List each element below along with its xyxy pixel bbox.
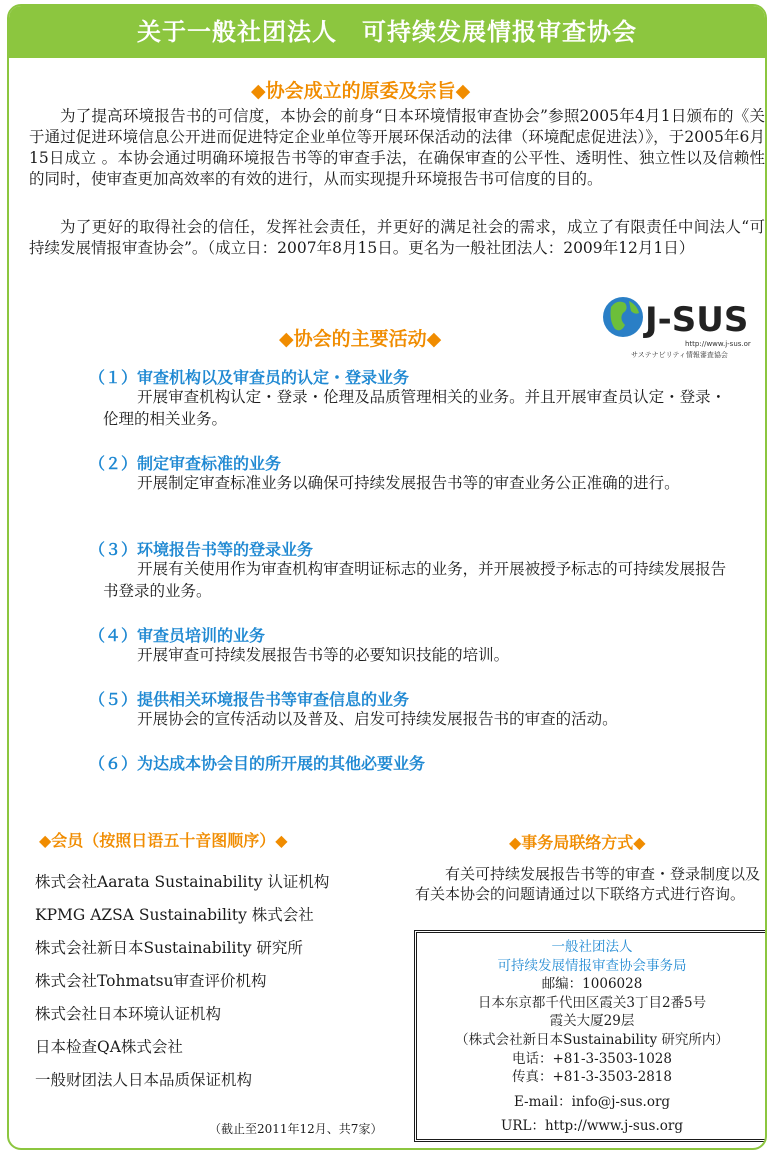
member-item: 株式会社新日本Sustainability 研究所 [35, 939, 303, 957]
contact-org-name: 可持续发展情报审查协会事务局 [497, 957, 687, 974]
activity-2-title: （２）制定审查标准的业务 [89, 454, 282, 473]
contact-heading: ◆事务局联络方式◆ [509, 833, 646, 852]
member-item: 一般财团法人日本品质保证机构 [35, 1071, 253, 1089]
globe-icon [601, 289, 751, 359]
logo-text: J-SUS [645, 300, 749, 340]
logo-subtitle: サステナビリティ情報審査協会 [631, 351, 728, 359]
members-heading: ◆会员（按照日语五十音图顺序）◆ [39, 831, 288, 850]
contact-address-3: （株式会社新日本Sustainability 研究所内） [455, 1031, 729, 1048]
members-note: （截止至2011年12月、共7家） [209, 1122, 383, 1136]
purpose-paragraph-1: 为了提高环境报告书的可信度，本协会的前身“日本环境情报审查协会”参照2005年4月1日颁布的《关于通过促进环境信息公开进而促进特定企业单位等开展环保活动的法律（环境配虑促进法）》，于2005年6月15日成立 。本协会通过明确环境报告书等的审查手法，在确保审查的公平性、透明性、独立性以及信赖性的同时，使审查更加高效率的有效的进行，从而实现提升环境报告书可信度的目的。 [29, 107, 765, 188]
contact-tel: 电话：+81-3-3503-1028 [512, 1050, 672, 1067]
j-sus-logo [601, 289, 751, 359]
activity-4-title: （４）审查员培训的业务 [89, 626, 266, 645]
activity-1-desc: 开展审查机构认定・登录・伦理及品质管理相关的业务。并且开展审查员认定・登录・伦理的相关业务。 [103, 388, 727, 428]
member-item: KPMG AZSA Sustainability 株式会社 [35, 906, 314, 924]
activity-3-desc: 开展有关使用作为审查机构审查明证标志的业务，并开展被授予标志的可持续发展报告书登录的业务。 [103, 560, 727, 600]
member-item: 株式会社日本环境认证机构 [35, 1005, 222, 1023]
contact-box [414, 930, 767, 1142]
page-frame [7, 4, 767, 1150]
activities-heading: ◆协会的主要活动◆ [279, 328, 442, 350]
activity-1-title: （１）审查机构以及审查员的认定・登录业务 [89, 368, 410, 387]
activity-6-title: （６）为达成本协会目的所开展的其他必要业务 [89, 754, 426, 773]
member-item: 株式会社Aarata Sustainability 认证机构 [35, 873, 330, 891]
contact-email[interactable]: E-mail：info@j-sus.org [513, 1093, 671, 1110]
contact-fax: 传真：+81-3-3503-2818 [512, 1069, 672, 1086]
logo-url: http://www.j-sus.org [685, 340, 751, 348]
member-item: 日本检查QA株式会社 [35, 1038, 183, 1056]
activity-3-title: （３）环境报告书等的登录业务 [89, 540, 314, 559]
activity-4-desc: 开展审查可持续发展报告书等的必要知识技能的培训。 [137, 646, 510, 664]
contact-address-1: 日本东京都千代田区霞关3丁目2番5号 [477, 994, 707, 1011]
page-title: 关于一般社团法人 可持续发展情报审查协会 [9, 6, 765, 58]
contact-org-type: 一般社团法人 [551, 939, 633, 955]
member-item: 株式会社Tohmatsu审查评价机构 [35, 972, 267, 990]
activity-5-title: （５）提供相关环境报告书等审查信息的业务 [89, 690, 410, 709]
purpose-paragraph-2: 为了更好的取得社会的信任，发挥社会责任，并更好的满足社会的需求，成立了有限责任中间法人“可持续发展情报审查协会”。（成立日：2007年8月15日。更名为一般社团法人：2009年12月1日） [29, 218, 765, 257]
purpose-heading: ◆协会成立的原委及宗旨◆ [251, 80, 471, 102]
contact-intro: 有关可持续发展报告书等的审查・登录制度以及有关本协会的问题请通过以下联络方式进行咨询。 [415, 865, 761, 903]
contact-address-2: 霞关大厦29层 [549, 1013, 635, 1030]
contact-postal: 邮编：1006028 [541, 976, 643, 993]
activity-2-desc: 开展制定审查标准业务以确保可持续发展报告书等的审查业务公正准确的进行。 [137, 474, 680, 492]
contact-url[interactable]: URL：http://www.j-sus.org [500, 1118, 683, 1135]
activity-5-desc: 开展协会的宣传活动以及普及、启发可持续发展报告书的审查的活动。 [137, 710, 618, 728]
